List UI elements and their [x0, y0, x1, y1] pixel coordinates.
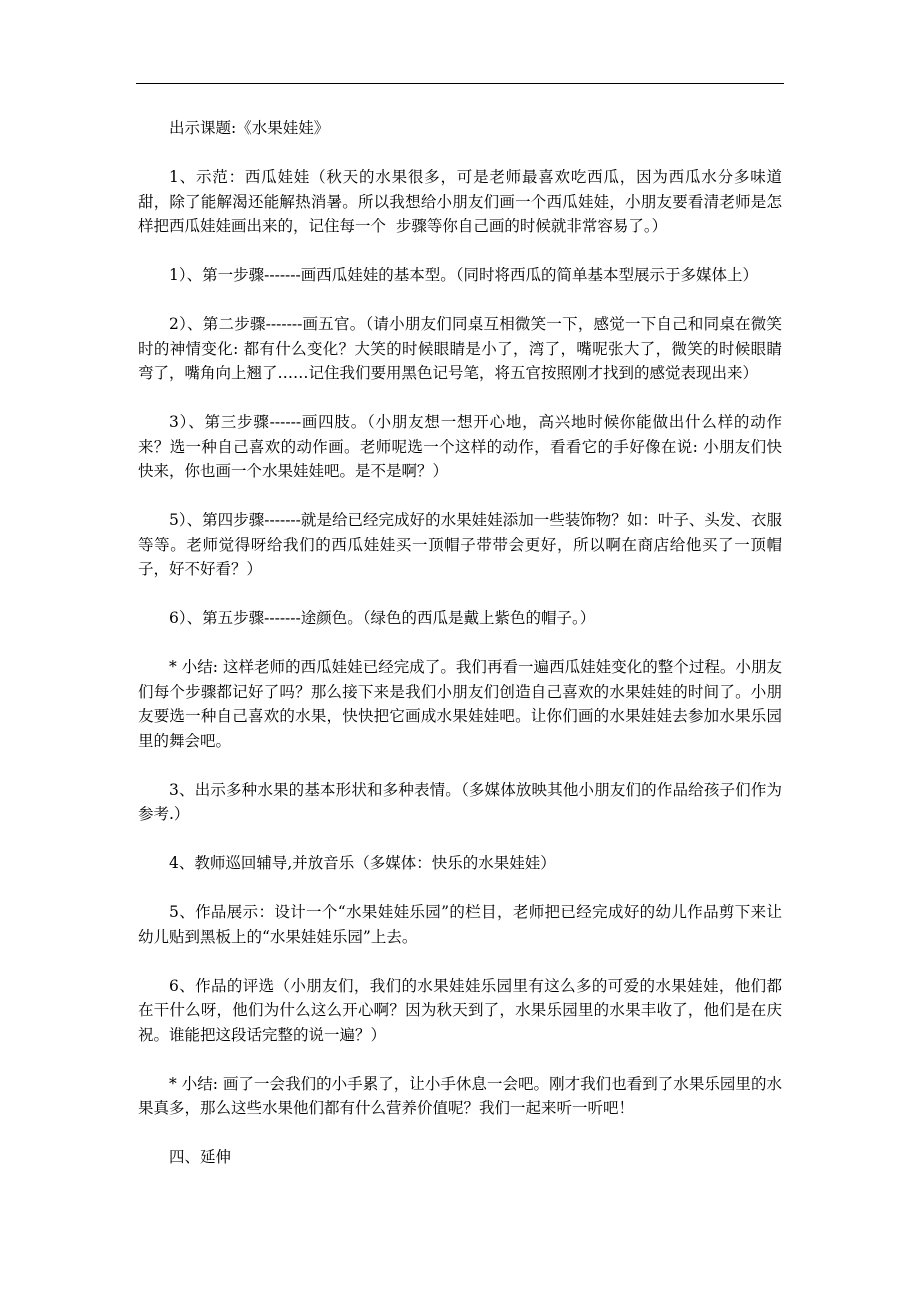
- substep-3-limbs: 3）、第三步骤------画四肢。（小朋友想一想开心地，高兴地时候你能做出什么样的动作来？选一种自己喜欢的动作画。老师呢选一个这样的动作，看看它的手好像在说: 小朋友们快快来，你也画一个水果娃娃吧。是不是啊？）: [138, 413, 782, 480]
- substep-2-facial-features: 2）、第二步骤-------画五官。（请小朋友们同桌互相微笑一下，感觉一下自己和同桌在微笑时的神情变化: 都有什么变化？大笑的时候眼睛是小了，湾了，嘴呢张大了，微笑的时候眼睛弯了，嘴角向上翘了……记住我们要用黑色记号笔，将五官按照刚才找到的感觉表现出来）: [138, 315, 782, 382]
- substep-6-coloring: 6）、第五步骤-------途颜色。（绿色的西瓜是戴上紫色的帽子。）: [169, 609, 596, 627]
- substep-5-decorations: 5）、第四步骤-------就是给已经完成好的水果娃娃添加一些装饰物？如：叶子、头发、衣服等等。老师觉得呀给我们的西瓜娃娃买一顶帽子带带会更好，所以啊在商店给他买了一顶帽子，好不好看？）: [138, 511, 782, 578]
- lesson-title: 出示课题:《水果娃娃》: [169, 119, 330, 137]
- step-3-show-fruits: 3、出示多种水果的基本形状和多种表情。（多媒体放映其他小朋友们的作品给孩子们作为参考.）: [138, 780, 782, 823]
- step-6-evaluation: 6、作品的评选（小朋友们，我们的水果娃娃乐园里有这么多的可爱的水果娃娃，他们都在干什么呀，他们为什么这么开心啊？因为秋天到了，水果乐园里的水果丰收了，他们是在庆祝。谁能把这段话完整的说一遍？）: [138, 976, 782, 1044]
- substep-1-basic-shape: 1）、第一步骤-------画西瓜娃娃的基本型。（同时将西瓜的简单基本型展示于多媒体上）: [169, 266, 759, 284]
- step-4-guidance: 4、教师巡回辅导,并放音乐（多媒体：快乐的水果娃娃）: [169, 854, 556, 872]
- section-extension-heading: 四、延伸: [169, 1148, 232, 1166]
- document-body: [138, 116, 782, 1194]
- step-1-demonstration: 1、示范：西瓜娃娃（秋天的水果很多，可是老师最喜欢吃西瓜，因为西瓜水分多味道甜，除了能解渴还能解热消暑。所以我想给小朋友们画一个西瓜娃娃，小朋友要看清老师是怎样把西瓜娃娃画出来的，记住每一个 步骤等你自己画的时候就非常容易了。）: [138, 168, 782, 235]
- step-5-exhibition: 5、作品展示：设计一个“水果娃娃乐园”的栏目，老师把已经完成好的幼儿作品剪下来让幼儿贴到黑板上的“水果娃娃乐园”上去。: [138, 903, 782, 946]
- header-rule: [136, 83, 784, 84]
- summary-2: * 小结: 画了一会我们的小手累了，让小手休息一会吧。刚才我们也看到了水果乐园里的水果真多，那么这些水果他们都有什么营养价值呢？我们一起来听一听吧！: [138, 1074, 782, 1117]
- summary-1: * 小结: 这样老师的西瓜娃娃已经完成了。我们再看一遍西瓜娃娃变化的整个过程。小朋友们每个步骤都记好了吗？那么接下来是我们小朋友们创造自己喜欢的水果娃娃的时间了。小朋友要选一种自己喜欢的水果，快快把它画成水果娃娃吧。让你们画的水果娃娃去参加水果乐园里的舞会吧。: [138, 658, 782, 750]
